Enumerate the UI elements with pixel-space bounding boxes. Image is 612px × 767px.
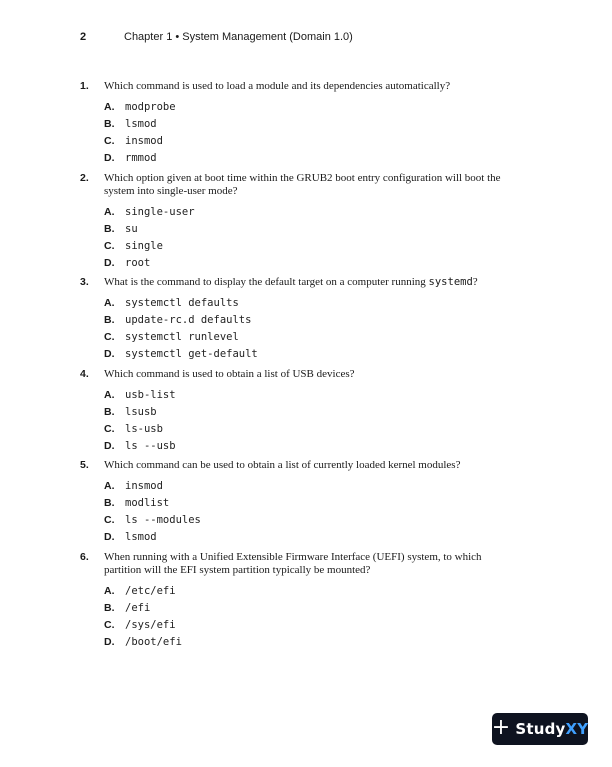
question-6 bbox=[80, 551, 520, 649]
option-text: root bbox=[125, 256, 151, 269]
option-text: ls-usb bbox=[125, 422, 163, 435]
option-letter: D. bbox=[104, 152, 115, 164]
option-c bbox=[104, 131, 520, 148]
option-letter: A. bbox=[104, 205, 115, 218]
option-list bbox=[104, 97, 520, 165]
option-letter: C. bbox=[104, 422, 115, 435]
option-text: single-user bbox=[125, 205, 195, 218]
option-text: insmod bbox=[125, 135, 163, 147]
option-text: insmod bbox=[125, 480, 163, 492]
option-text: systemctl defaults bbox=[125, 297, 239, 309]
option-letter: B. bbox=[104, 405, 115, 418]
option-b bbox=[104, 114, 520, 131]
option-text: modlist bbox=[125, 497, 170, 509]
option-letter: B. bbox=[104, 314, 115, 326]
option-letter: A. bbox=[104, 297, 115, 309]
option-letter: C. bbox=[104, 135, 115, 147]
option-d bbox=[104, 253, 520, 270]
option-text: single bbox=[125, 239, 163, 252]
option-b bbox=[104, 219, 520, 236]
option-letter: D. bbox=[104, 635, 115, 648]
option-c bbox=[104, 615, 520, 632]
brand-main: Study bbox=[515, 720, 566, 738]
option-b bbox=[104, 310, 520, 327]
option-a bbox=[104, 202, 520, 219]
option-a bbox=[104, 385, 520, 402]
option-a bbox=[104, 97, 520, 114]
option-d bbox=[104, 148, 520, 165]
question-1 bbox=[80, 80, 520, 165]
option-c bbox=[104, 510, 520, 527]
option-letter: D. bbox=[104, 256, 115, 269]
option-letter: D. bbox=[104, 348, 115, 360]
question-list bbox=[80, 80, 520, 655]
option-letter: A. bbox=[104, 584, 115, 597]
option-c bbox=[104, 236, 520, 253]
option-c bbox=[104, 327, 520, 344]
option-c bbox=[104, 419, 520, 436]
option-text: lsmod bbox=[125, 531, 157, 543]
question-5 bbox=[80, 459, 520, 544]
question-number: 4. bbox=[80, 367, 89, 380]
option-letter: D. bbox=[104, 531, 115, 543]
option-a bbox=[104, 476, 520, 493]
option-letter: B. bbox=[104, 601, 115, 614]
option-text: /efi bbox=[125, 601, 151, 614]
option-letter: A. bbox=[104, 388, 115, 401]
option-text: modprobe bbox=[125, 101, 176, 113]
option-list bbox=[104, 581, 520, 649]
option-letter: B. bbox=[104, 497, 115, 509]
option-text: su bbox=[125, 222, 138, 235]
question-3 bbox=[80, 276, 520, 361]
question-4 bbox=[80, 368, 520, 453]
question-text: Which command is used to load a module and its dependencies automatically? bbox=[104, 80, 451, 92]
option-text: rmmod bbox=[125, 152, 157, 164]
option-b bbox=[104, 598, 520, 615]
option-b bbox=[104, 493, 520, 510]
option-letter: C. bbox=[104, 514, 115, 526]
brand-accent: XY bbox=[565, 720, 589, 738]
studyxy-watermark bbox=[492, 713, 588, 745]
question-text-before: What is the command to display the default target on a computer running bbox=[104, 276, 429, 288]
option-text: update-rc.d defaults bbox=[125, 314, 252, 326]
option-list bbox=[104, 476, 520, 544]
option-letter: C. bbox=[104, 331, 115, 343]
option-text: lsusb bbox=[125, 405, 157, 418]
option-text: /sys/efi bbox=[125, 618, 176, 631]
option-text: systemctl get-default bbox=[125, 348, 258, 360]
question-number: 1. bbox=[80, 80, 89, 92]
option-d bbox=[104, 344, 520, 361]
option-letter: D. bbox=[104, 439, 115, 452]
option-letter: A. bbox=[104, 480, 115, 492]
option-text: ls --modules bbox=[125, 514, 201, 526]
option-text: usb-list bbox=[125, 388, 176, 401]
option-text: ls --usb bbox=[125, 439, 176, 452]
option-text: /etc/efi bbox=[125, 584, 176, 597]
question-inline-code: systemd bbox=[428, 276, 473, 288]
option-a bbox=[104, 293, 520, 310]
option-letter: B. bbox=[104, 222, 115, 235]
option-text: systemctl runlevel bbox=[125, 331, 239, 343]
option-text: /boot/efi bbox=[125, 635, 182, 648]
question-text bbox=[104, 276, 520, 289]
question-text: Which command is used to obtain a list of USB devices? bbox=[104, 367, 355, 380]
question-text-after: ? bbox=[472, 276, 478, 288]
page-number: 2 bbox=[80, 31, 87, 43]
option-letter: C. bbox=[104, 239, 115, 252]
question-number: 5. bbox=[80, 459, 89, 471]
running-header bbox=[80, 31, 353, 43]
chapter-title: Chapter 1 • System Management (Domain 1.0) bbox=[124, 31, 353, 43]
option-letter: B. bbox=[104, 118, 115, 130]
option-list bbox=[104, 202, 520, 270]
option-list bbox=[104, 293, 520, 361]
question-number: 2. bbox=[80, 171, 89, 184]
question-text: Which command can be used to obtain a list of currently loaded kernel modules? bbox=[104, 459, 461, 471]
option-a bbox=[104, 581, 520, 598]
option-letter: A. bbox=[104, 101, 115, 113]
option-letter: C. bbox=[104, 618, 115, 631]
option-d bbox=[104, 527, 520, 544]
question-number: 3. bbox=[80, 276, 89, 288]
question-2 bbox=[80, 172, 520, 270]
plus-icon: + bbox=[491, 715, 511, 740]
option-d bbox=[104, 436, 520, 453]
option-b bbox=[104, 402, 520, 419]
option-text: lsmod bbox=[125, 118, 157, 130]
question-number: 6. bbox=[80, 550, 89, 563]
option-list bbox=[104, 385, 520, 453]
option-d bbox=[104, 632, 520, 649]
question-text: Which option given at boot time within the GRUB2 boot entry configuration will boot the system into single-user mode? bbox=[104, 171, 501, 197]
question-text: When running with a Unified Extensible Firmware Interface (UEFI) system, to which partition will the EFI system partition typically be mounted? bbox=[104, 550, 482, 576]
